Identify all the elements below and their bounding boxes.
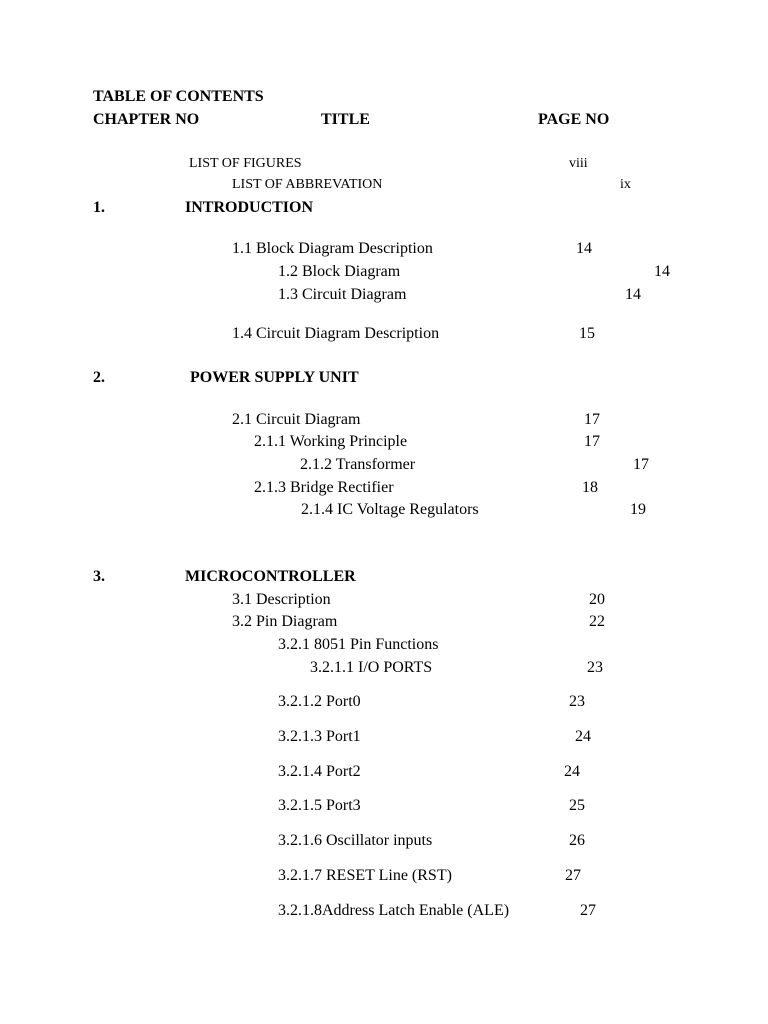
- column-header-title: TITLE: [321, 111, 370, 128]
- entry-title: 3.2.1.3 Port1: [278, 728, 361, 745]
- front-matter-title: LIST OF ABBREVATION: [232, 177, 383, 192]
- entry-title: 2.1.2 Transformer: [300, 456, 416, 473]
- entry-page: 23: [587, 659, 603, 676]
- entry-page: 23: [569, 693, 585, 710]
- entry-page: 22: [589, 613, 605, 630]
- entry-title: 2.1.1 Working Principle: [254, 433, 408, 450]
- entry-title: 3.2.1.1 I/O PORTS: [310, 659, 433, 676]
- entry-page: 14: [654, 263, 670, 280]
- entry-title: 1.4 Circuit Diagram Description: [232, 325, 440, 342]
- entry-title: 3.2.1.8Address Latch Enable (ALE): [278, 902, 510, 919]
- entry-title: 3.2.1.2 Port0: [278, 693, 361, 710]
- column-header-page: PAGE NO: [538, 111, 610, 128]
- entry-title: 2.1 Circuit Diagram: [232, 411, 361, 428]
- entry-page: 26: [569, 832, 585, 849]
- entry-title: 3.2 Pin Diagram: [232, 613, 338, 630]
- entry-page: 27: [580, 902, 596, 919]
- entry-title: 1.3 Circuit Diagram: [278, 286, 407, 303]
- chapter-title: INTRODUCTION: [185, 199, 314, 216]
- entry-page: 24: [564, 763, 580, 780]
- entry-title: 3.1 Description: [232, 591, 331, 608]
- toc-heading: TABLE OF CONTENTS: [93, 88, 264, 105]
- entry-page: 20: [589, 591, 605, 608]
- entry-page: 15: [579, 325, 595, 342]
- entry-title: 1.1 Block Diagram Description: [232, 240, 433, 257]
- entry-title: 3.2.1.7 RESET Line (RST): [278, 867, 452, 884]
- entry-page: 27: [565, 867, 581, 884]
- entry-page: 17: [584, 433, 600, 450]
- entry-page: 18: [582, 479, 598, 496]
- chapter-number: 1.: [93, 199, 105, 216]
- entry-title: 3.2.1.6 Oscillator inputs: [278, 832, 433, 849]
- column-header-chapter: CHAPTER NO: [93, 111, 200, 128]
- entry-title: 2.1.4 IC Voltage Regulators: [301, 501, 479, 518]
- entry-page: 14: [625, 286, 641, 303]
- entry-page: 17: [584, 411, 600, 428]
- chapter-number: 2.: [93, 369, 105, 386]
- chapter-number: 3.: [93, 568, 105, 585]
- entry-title: 1.2 Block Diagram: [278, 263, 401, 280]
- front-matter-page: ix: [620, 177, 631, 192]
- front-matter-page: viii: [569, 156, 588, 171]
- entry-title: 3.2.1.4 Port2: [278, 763, 361, 780]
- entry-title: 3.2.1 8051 Pin Functions: [278, 636, 439, 653]
- entry-title: 3.2.1.5 Port3: [278, 797, 361, 814]
- chapter-title: POWER SUPPLY UNIT: [190, 369, 359, 386]
- front-matter-title: LIST OF FIGURES: [189, 156, 302, 171]
- entry-page: 14: [576, 240, 592, 257]
- entry-page: 19: [630, 501, 646, 518]
- entry-title: 2.1.3 Bridge Rectifier: [254, 479, 394, 496]
- entry-page: 24: [575, 728, 591, 745]
- entry-page: 25: [569, 797, 585, 814]
- entry-page: 17: [633, 456, 649, 473]
- chapter-title: MICROCONTROLLER: [185, 568, 356, 585]
